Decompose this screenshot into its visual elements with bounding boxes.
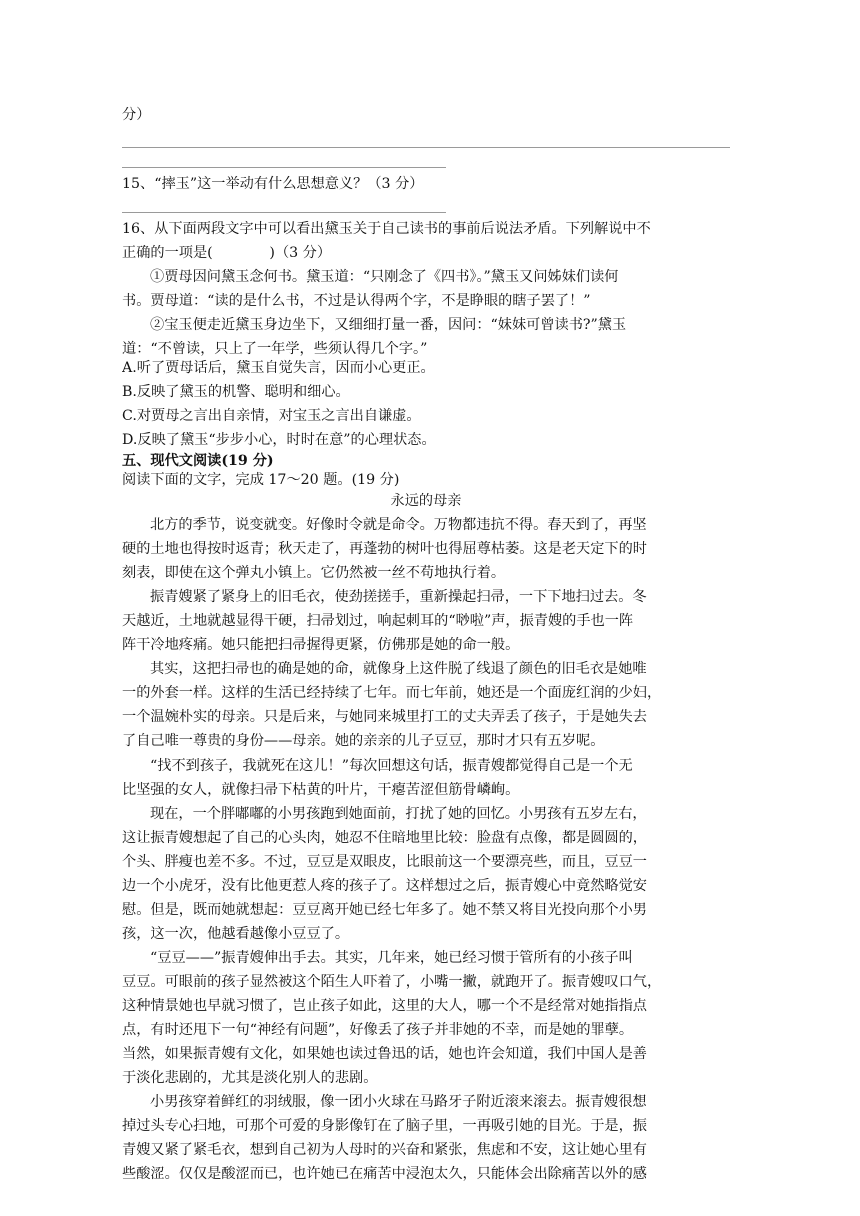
article-line: 点，有时还甩下一句“神经有问题”，好像丢了孩子并非她的不幸，而是她的罪孽。 [122, 1022, 634, 1038]
article-line: 于淡化悲剧的，尤其是淡化别人的悲剧。 [122, 1070, 378, 1086]
answer-line [122, 147, 730, 148]
article-line: 一的外套一样。这样的生活已经持续了七年。而七年前，她还是一个面庞红润的少妇， [122, 685, 662, 701]
article-line: 振青嫂紧了紧身上的旧毛衣，使劲搓搓手，重新操起扫帚，一下下地扫过去。冬 [150, 589, 647, 605]
answer-line-short [122, 212, 446, 213]
article-line: 了自己唯一尊贵的身份——母亲。她的亲亲的儿子豆豆，那时才只有五岁呢。 [122, 733, 605, 749]
article-title: 永远的母亲 [390, 493, 462, 509]
quote-2: ②宝玉便走近黛玉身边坐下，又细细打量一番，因问：“妹妹可曾读书?”黛玉 [150, 317, 627, 333]
article-line: 其实，这把扫帚也的确是她的命，就像身上这件脱了线退了颜色的旧毛衣是她唯 [150, 661, 647, 677]
option-d: D.反映了黛玉“步步小心，时时在意”的心理状态。 [122, 432, 436, 448]
article-line: 一个温婉朴实的母亲。只是后来，与她同来城里打工的丈夫弄丢了孩子，于是她失去 [122, 709, 647, 725]
article-line: 豆豆。可眼前的孩子显然被这个陌生人吓着了，小嘴一撇，就跑开了。振青嫂叹口气， [122, 974, 662, 990]
article-line: 硬的土地也得按时返青；秋天走了，再蓬勃的树叶也得屈尊枯萎。这是老天定下的时 [122, 541, 647, 557]
question-15: 15、“摔玉”这一举动有什么思想意义？（3 分） [122, 176, 424, 192]
article-line: 慰。但是，既而她就想起：豆豆离开她已经七年多了。她不禁又将目光投向那个小男 [122, 902, 647, 918]
question-16-line: 16、从下面两段文字中可以看出黛玉关于自己读书的事前后说法矛盾。下列解说中不 [122, 221, 651, 237]
answer-line-short [122, 167, 446, 168]
option-b: B.反映了黛玉的机警、聪明和细心。 [122, 384, 350, 400]
article-line: 北方的季节，说变就变。好像时令就是命令。万物都违抗不得。春天到了，再坚 [150, 517, 647, 533]
quote-1: 书。贾母道：“读的是什么书，不过是认得两个字，不是睁眼的瞎子罢了！” [122, 293, 591, 309]
section-heading: 五、现代文阅读(19 分) [122, 453, 274, 469]
article-line: 这让振青嫂想起了自己的心头肉，她忍不住暗地里比较：脸盘有点像，都是圆圆的， [122, 830, 647, 846]
section-instruction: 阅读下面的文字，完成 17～20 题。(19 分) [122, 472, 400, 488]
quote-2: 道：“不曾读，只上了一年学，些须认得几个字。” [122, 341, 428, 357]
article-line: “找不到孩子，我就死在这儿！”每次回想这句话，振青嫂都觉得自己是一个无 [150, 758, 633, 774]
option-c: C.对贾母之言出自亲情，对宝玉之言出自谦虚。 [122, 408, 421, 424]
article-line: 掉过头专心扫地，可那个可爱的身影像钉在了脑子里，一再吸引她的目光。于是，振 [122, 1118, 647, 1134]
article-line: 天越近，土地就越显得干硬，扫帚划过，响起刺耳的“唦啦”声，振青嫂的手也一阵 [122, 613, 634, 629]
article-line: 些酸涩。仅仅是酸涩而已，也许她已在痛苦中浸泡太久，只能体会出除痛苦以外的感 [122, 1166, 647, 1182]
article-line: 阵干冷地疼痛。她只能把扫帚握得更紧，仿佛那是她的命一般。 [122, 637, 520, 653]
article-line: 个头、胖瘦也差不多。不过，豆豆是双眼皮，比眼前这一个要漂亮些，而且，豆豆一 [122, 854, 647, 870]
fragment-text: 分） [122, 107, 151, 123]
article-line: 当然，如果振青嫂有文化，如果她也读过鲁迅的话，她也许会知道，我们中国人是善 [122, 1046, 647, 1062]
quote-1: ①贾母因问黛玉念何书。黛玉道：“只刚念了《四书》。”黛玉又问姊妹们读何 [150, 269, 619, 285]
option-a: A.听了贾母话后，黛玉自觉失言，因而小心更正。 [122, 360, 435, 376]
article-line: 现在，一个胖嘟嘟的小男孩跑到她面前，打扰了她的回忆。小男孩有五岁左右， [150, 806, 647, 822]
article-line: 青嫂又紧了紧毛衣，想到自己初为人母时的兴奋和紧张，焦虑和不安，这让她心里有 [122, 1142, 647, 1158]
article-line: 小男孩穿着鲜红的羽绒服，像一团小火球在马路牙子附近滚来滚去。振青嫂很想 [150, 1094, 647, 1110]
article-line: 比坚强的女人，就像扫帚下枯黄的叶片，干瘪苦涩但筋骨嶙峋。 [122, 782, 520, 798]
article-line: 这种情景她也早就习惯了，岂止孩子如此，这里的大人，哪一个不是经常对她指指点 [122, 998, 647, 1014]
article-line: 刻表，即使在这个弹丸小镇上。它仍然被一丝不苟地执行着。 [122, 565, 506, 581]
article-line: 边一个小虎牙，没有比他更惹人疼的孩子了。这样想过之后，振青嫂心中竟然略觉安 [122, 878, 647, 894]
article-line: 孩，这一次，他越看越像小豆豆了。 [122, 926, 350, 942]
question-16-line: 正确的一项是( )（3 分） [122, 245, 332, 261]
article-line: “豆豆——”振青嫂伸出手去。其实，几年来，她已经习惯于管所有的小孩子叫 [150, 950, 633, 966]
